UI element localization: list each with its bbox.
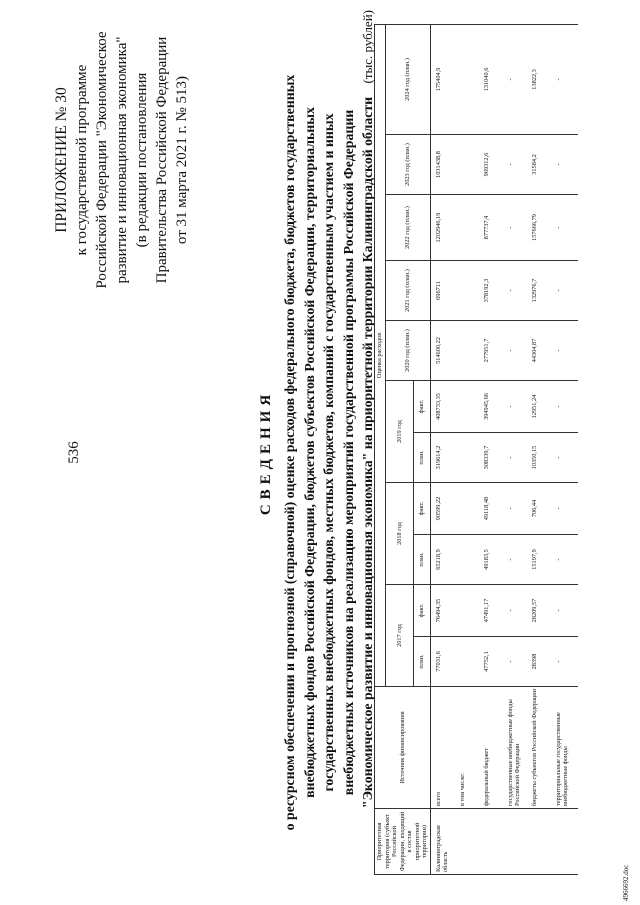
value-cell: -: [554, 261, 578, 321]
value-cell: -: [506, 261, 530, 321]
header-year: 2018 год: [386, 483, 414, 585]
appendix-line: Правительства Российской Федерации: [154, 36, 170, 284]
source-cell: в том числе:: [458, 687, 482, 809]
value-cell: [458, 433, 482, 483]
header-fact: факт.: [413, 381, 430, 433]
value-cell: -: [506, 585, 530, 637]
source-cell: бюджеты субъектов Российской Федерации: [530, 687, 554, 809]
appendix-line: (в редакции постановления: [134, 72, 150, 248]
value-cell: [458, 261, 482, 321]
value-cell: 31584,2: [530, 135, 554, 195]
value-cell: 10350,15: [530, 433, 554, 483]
value-cell: 132976,7: [530, 261, 554, 321]
value-cell: 408733,35: [430, 381, 458, 433]
header-plan: план.: [413, 535, 430, 585]
value-cell: -: [506, 321, 530, 381]
header-year-2022: 2022 год (план.): [386, 195, 431, 261]
appendix-line: ПРИЛОЖЕНИЕ № 30: [53, 87, 70, 233]
value-cell: 308339,7: [482, 433, 506, 483]
value-cell: 1031438,8: [430, 135, 458, 195]
value-cell: 77031,6: [430, 637, 458, 687]
territory-cell: Калининградская область: [430, 809, 458, 875]
value-cell: 49118,48: [482, 483, 506, 535]
header-year: 2019 год: [386, 381, 414, 483]
value-cell: 378192,3: [482, 261, 506, 321]
source-cell: государственные внебюджетные фонды Российской Федерации: [506, 687, 530, 809]
value-cell: [458, 135, 482, 195]
territory-cell: [482, 809, 506, 875]
value-cell: -: [506, 535, 530, 585]
appendix-line: от 31 марта 2021 г. № 513): [174, 75, 190, 245]
page-number: 536: [66, 441, 82, 464]
value-cell: 696711: [430, 261, 458, 321]
units-label: (тыс. рублей): [360, 10, 375, 84]
header-plan: план.: [413, 637, 430, 687]
table-row: [506, 24, 530, 874]
header-estimate: Оценка расходов: [375, 24, 386, 686]
value-cell: 28398: [530, 637, 554, 687]
source-cell: всего: [430, 687, 458, 809]
subheading-line: внебюджетных источников на реализацию мероприятий государственной программы Российской Федерации: [340, 109, 356, 796]
value-cell: 394945,66: [482, 381, 506, 433]
header-year-2021: 2021 год (план.): [386, 261, 431, 321]
value-cell: -: [506, 483, 530, 535]
value-cell: [458, 535, 482, 585]
table-row: [482, 24, 506, 874]
value-cell: -: [506, 135, 530, 195]
value-cell: [458, 381, 482, 433]
value-cell: -: [506, 433, 530, 483]
header-year-2020: 2020 год (план.): [386, 321, 431, 381]
value-cell: 877737,4: [482, 195, 506, 261]
appendix-line: к государственной программе: [74, 64, 90, 256]
table-row: [458, 24, 482, 874]
value-cell: [458, 637, 482, 687]
financing-table: [374, 24, 578, 875]
value-cell: -: [506, 195, 530, 261]
territory-cell: [506, 809, 530, 875]
value-cell: 277951,7: [482, 321, 506, 381]
value-cell: -: [554, 535, 578, 585]
value-cell: [458, 24, 482, 134]
header-year-2023: 2023 год (план.): [386, 135, 431, 195]
value-cell: -: [554, 195, 578, 261]
value-cell: -: [506, 24, 530, 134]
territory-cell: [458, 809, 482, 875]
value-cell: 47491,17: [482, 585, 506, 637]
value-cell: 131040,6: [482, 24, 506, 134]
header-fact: факт.: [413, 483, 430, 535]
subheading-line: внебюджетных фондов Российской Федерации, бюджетов субъектов Российской Федерации, территориальных: [301, 107, 317, 798]
appendix-line: развитие и инновационная экономика": [114, 36, 130, 284]
value-cell: 47752,1: [482, 637, 506, 687]
value-cell: -: [554, 483, 578, 535]
source-cell: территориальные государственные внебюджетные фонды: [554, 687, 578, 809]
value-cell: 90599,22: [430, 483, 458, 535]
value-cell: -: [506, 381, 530, 433]
subheading-line: о ресурсном обеспечении и прогнозной (справочной) оценке расходов федерального бюджета, бюджетов государственных: [282, 74, 297, 831]
value-cell: 28209,57: [530, 585, 554, 637]
value-cell: -: [554, 381, 578, 433]
value-cell: 15197,9: [530, 535, 554, 585]
source-cell: федеральный бюджет: [482, 687, 506, 809]
table-row: [530, 24, 554, 874]
table-row: [430, 24, 458, 874]
document-subheading: [280, 30, 378, 875]
value-cell: 319614,2: [430, 433, 458, 483]
value-cell: [458, 483, 482, 535]
value-cell: 44304,87: [530, 321, 554, 381]
value-cell: [458, 321, 482, 381]
subheading-line: "Экономическое развитие и инновационная экономика" на приоритетной территории Калининградской области: [360, 96, 375, 809]
header-territory: Приоритетная территория (субъект Российской Федерации, входящий в состав приоритетной территории): [375, 809, 431, 875]
value-cell: 514600,22: [430, 321, 458, 381]
header-source: Источник финансирования: [375, 687, 431, 809]
value-cell: 76494,35: [430, 585, 458, 637]
value-cell: -: [554, 321, 578, 381]
value-cell: 969312,6: [482, 135, 506, 195]
header-year: 2017 год: [386, 585, 414, 687]
value-cell: -: [506, 637, 530, 687]
value-cell: 12951,24: [530, 381, 554, 433]
header-fact: факт.: [413, 585, 430, 637]
value-cell: -: [554, 24, 578, 134]
value-cell: -: [554, 135, 578, 195]
appendix-line: Российской Федерации "Экономическое: [94, 31, 110, 289]
header-year-2024: 2024 год (план.): [386, 24, 431, 134]
value-cell: 157666,79: [530, 195, 554, 261]
value-cell: 175404,9: [430, 24, 458, 134]
appendix-block: [52, 10, 192, 310]
value-cell: -: [554, 433, 578, 483]
territory-cell: [554, 809, 578, 875]
value-cell: 1202946,19: [430, 195, 458, 261]
value-cell: 65218,9: [430, 535, 458, 585]
subheading-line: государственных внебюджетных фондов, местных бюджетов, компаний с государственным участием и иных: [321, 113, 336, 792]
header-plan: план.: [413, 433, 430, 483]
table-row: [554, 24, 578, 874]
value-cell: [458, 585, 482, 637]
value-cell: -: [554, 637, 578, 687]
value-cell: -: [554, 585, 578, 637]
value-cell: 706,44: [530, 483, 554, 535]
value-cell: 13822,3: [530, 24, 554, 134]
document-id: 4966692.doc: [622, 864, 630, 901]
territory-cell: [530, 809, 554, 875]
document-heading: СВЕДЕНИЯ: [258, 389, 274, 516]
value-cell: 49183,5: [482, 535, 506, 585]
value-cell: [458, 195, 482, 261]
